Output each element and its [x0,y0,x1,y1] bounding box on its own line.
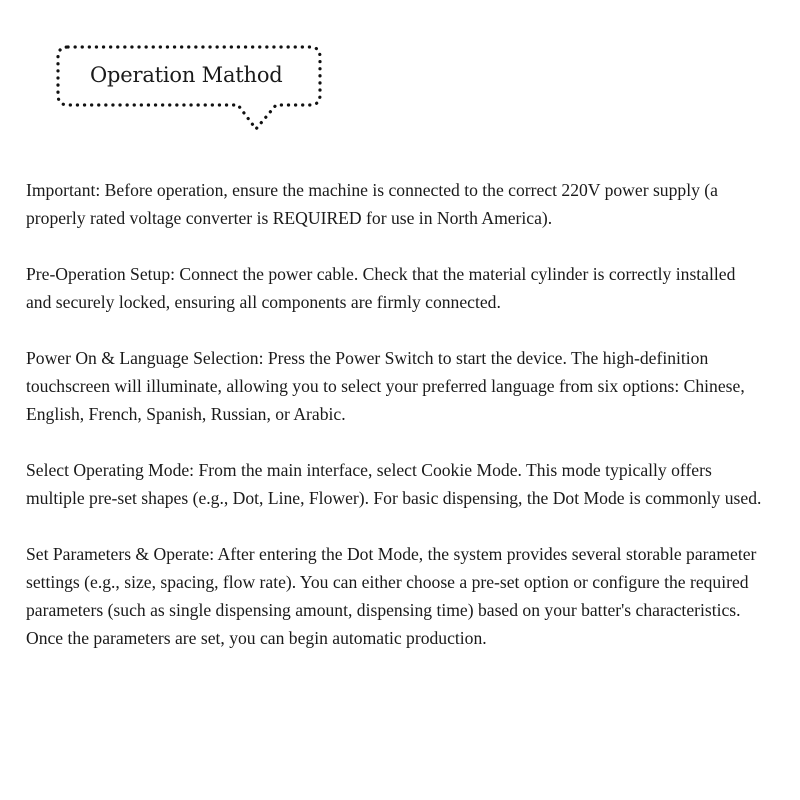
title-speech-bubble [56,45,322,133]
speech-bubble-outline [56,45,322,133]
paragraph-power-on-language: Power On & Language Selection: Press the Power Switch to start the device. The high-definition touchscreen will illuminate, allowing you to select your preferred language from six options: Chinese, English, French, Spanish, Russian, or Arabic. [26,348,745,424]
paragraph-important: Important: Before operation, ensure the machine is connected to the correct 220V power supply (a properly rated voltage converter is REQUIRED for use in North America). [26,180,718,228]
instructions-body [26,176,762,680]
paragraph-set-parameters: Set Parameters & Operate: After entering the Dot Mode, the system provides several storable parameter settings (e.g., size, spacing, flow rate). You can either choose a pre-set option or configure the required parameters (such as single dispensing amount, dispensing time) based on your batter's characteristics. Once the parameters are set, you can begin automatic production. [26,544,757,648]
paragraph-select-operating-mode: Select Operating Mode: From the main interface, select Cookie Mode. This mode typically offers multiple pre-set shapes (e.g., Dot, Line, Flower). For basic dispensing, the Dot Mode is commonly used. [26,460,762,508]
page-title: Operation Mathod [90,63,283,87]
paragraph-pre-operation-setup: Pre-Operation Setup: Connect the power cable. Check that the material cylinder is correctly installed and securely locked, ensuring all components are firmly connected. [26,264,736,312]
